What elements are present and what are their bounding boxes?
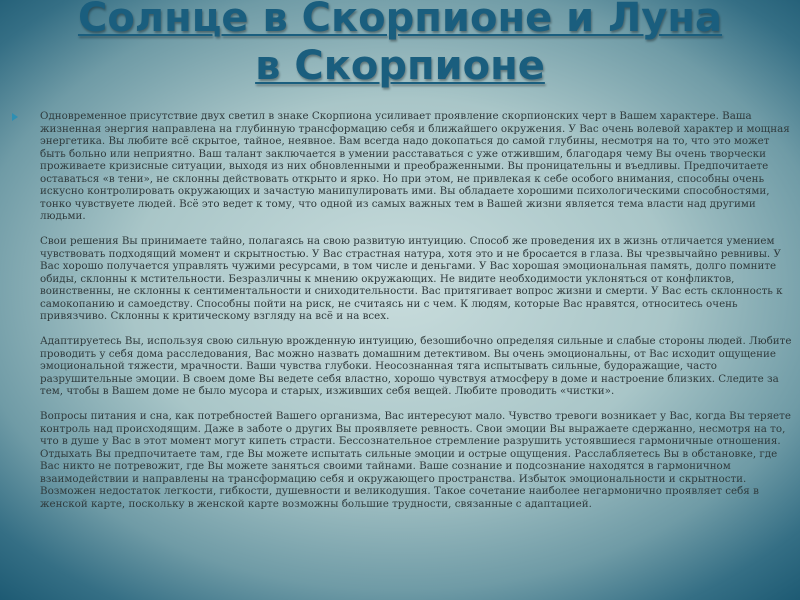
paragraph-4: Вопросы питания и сна, как потребностей Вашего организма, Вас интересуют мало. Чувство тревоги возникает у Вас, когда Вы теряете контроль над происходящим. Даже в заботе о других Вы проявляете ревность. Свои эмоции Вы выражаете сдержанно, несмотря на то, что в душе у Вас в этот момент могут кипеть страсти. Бессознательное стремление разрушить устоявшиеся гармоничные отношения. Отдыхать Вы предпочитаете там, где Вы можете испытать сильные эмоции и острые ощущения. Расслабляетесь Вы в обстановке, где Вас никто не потревожит, где Вы можете заняться своими тайнами. Ваше сознание и подсознание находятся в гармоничном взаимодействии и направлены на трансформацию себя и окружающего пространства. Избыток эмоциональности и скрытности. Возможен недостаток легкости, гибкости, душевности и великодушия. Такое сочетание наиболее негармонично проявляет себя в женской карте, поскольку в женской карте возможны большие трудности, связанные с адаптацией.: [40, 410, 791, 510]
slide-title: [0, 0, 800, 100]
paragraph-1: Одновременное присутствие двух светил в знаке Скорпиона усиливает проявление скорпионских черт в Вашем характере. Ваша жизненная энергия направлена на глубинную трансформацию себя и ближайшего окружения. У Вас очень волевой характер и мощная энергетика. Вы любите всё скрытое, тайное, неявное. Вам всегда надо докопаться до самой глубины, несмотря на то, что это может быть больно или неприятно. Ваш талант заключается в умении расставаться с уже отжившим, благодаря чему Вы очень творчески проживаете кризисные ситуации, выходя из них обновленными и преображенными. Вы проницательны и въедливы. Предпочитаете оставаться «в тени», не склонны действовать открыто и ярко. Но при этом, не привлекая к себе особого внимания, способны очень искусно контролировать окружающих и зачастую манипулировать ими. Вы обладаете хорошими психологическими способностями, тонко чувствуете людей. Всё это ведет к тому, что одной из самых важных тем в Вашей жизни является тема власти над другими людьми.: [40, 110, 790, 222]
paragraph-3: Адаптируетесь Вы, используя свою сильную врожденную интуицию, безошибочно определяя сильные и слабые стороны людей. Любите проводить у себя дома расследования, Вас можно назвать домашним детективом. Вы очень эмоциональны, от Вас исходит ощущение эмоциональной тяжести, мрачности. Ваши чувства глубоки. Неосознанная тяга испытывать сильные, будоражащие, часто разрушительные эмоции. В своем доме Вы ведете себя властно, хорошо чувствуя атмосферу в доме и настроение близких. Следите за тем, чтобы в Вашем доме не было мусора и старых, изживших себя вещей. Любите проводить «чистки».: [40, 335, 792, 397]
body-text-block: [12, 110, 792, 598]
body-text: [40, 110, 792, 510]
title-line-2: в Скорпионе: [255, 43, 545, 89]
title-line-1: Солнце в Скорпионе и Луна: [77, 0, 723, 41]
paragraph-2: Свои решения Вы принимаете тайно, полагаясь на свою развитую интуицию. Способ же проведения их в жизнь отличается умением чувствовать подходящий момент и скрытностью. У Вас страстная натура, хотя это и не бросается в глаза. Вы чрезвычайно ревнивы. У Вас хорошо получается управлять чужими ресурсами, в том числе и деньгами. У Вас хорошая эмоциональная память, долго помните обиды, склонны к мстительности. Безразличны к мнению окружающих. Не видите необходимости уклоняться от конфликтов, воинственны, не склонны к сентиментальности и сниходительности. Вас притягивает вопрос жизни и смерти. У Вас есть склонность к самокопанию и самоедству. Способны пойти на риск, не считаясь ни с чем. К людям, которые Вас нравятся, относитесь очень привязчиво. Склонны к критическому взгляду на всё и на всех.: [40, 235, 783, 322]
bullet-icon: [12, 113, 18, 121]
